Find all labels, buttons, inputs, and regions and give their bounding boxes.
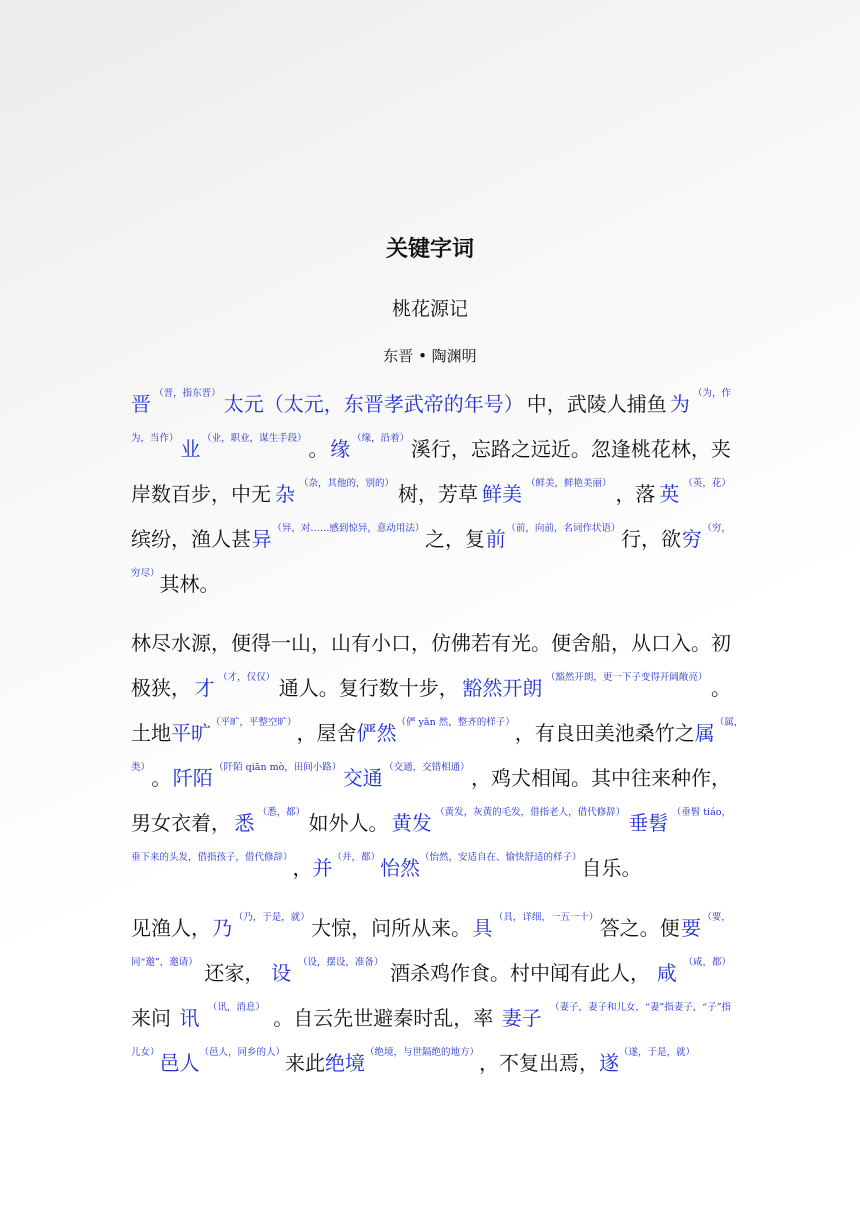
annotation-note: （并，都） <box>332 852 381 863</box>
text-segment: 酒杀鸡作食。村中闻有此人， <box>390 961 651 985</box>
text-segment: 来问 <box>131 1006 171 1030</box>
keyword: 鲜美 <box>481 482 522 506</box>
annotation-note: 垂下来的头发，借指孩子，借代修辞） <box>131 852 293 863</box>
annotation-note: （讯，消息） <box>207 1002 265 1013</box>
text-line <box>131 562 731 607</box>
annotation-note: （鲜美，鲜艳美丽） <box>525 478 612 489</box>
annotation-note: 儿女） <box>131 1047 160 1058</box>
annotation-note: 穷尽） <box>131 568 160 579</box>
annotation-note: （妻子，妻子和儿女，“妻”指妻子，“子”指 <box>550 1002 731 1013</box>
keyword: 缘 <box>330 437 351 461</box>
text-segment: 自乐。 <box>581 856 642 880</box>
text-line <box>131 711 744 756</box>
text-segment: 之，复 <box>425 527 486 551</box>
annotation-note: （悉，都） <box>257 807 306 818</box>
keyword: 业 <box>180 437 201 461</box>
text-segment: 。 <box>308 437 329 461</box>
text-segment: 土地 <box>131 721 171 745</box>
keyword: 并 <box>312 856 333 880</box>
keyword: 晋 <box>131 392 151 416</box>
annotation-note: （具，详细，一五一十） <box>493 912 599 923</box>
annotation-note: （要， <box>702 912 731 923</box>
keyword: 太元（太元，东晋孝武帝的年号） <box>223 392 524 416</box>
text-segment: 极狭， <box>131 676 191 700</box>
annotation-note: 同“邀”，邀请） <box>131 957 198 968</box>
annotation-note: （遂，于是，就） <box>619 1047 696 1058</box>
page-heading: 关键字词 <box>385 236 474 262</box>
annotation-note: （晋，指东晋） <box>154 388 221 399</box>
text-segment: 来此 <box>285 1051 326 1075</box>
keyword: 平旷 <box>171 721 211 745</box>
text-segment: ，屋舍 <box>296 721 357 745</box>
keyword: 穷 <box>681 527 702 551</box>
keyword: 俨然 <box>356 721 397 745</box>
annotation-note: （业，职业，谋生手段） <box>202 433 307 444</box>
paragraph-1 <box>131 382 731 607</box>
text-segment: 中，武陵人捕鱼 <box>526 392 667 416</box>
annotation-note: 为，当作） <box>131 433 179 444</box>
keyword: 才 <box>194 676 215 700</box>
text-segment: 树，芳草 <box>397 482 478 506</box>
text-segment: 还家， <box>204 961 265 985</box>
text-segment: ，不复出焉， <box>479 1051 600 1075</box>
annotation-note: （才，仅仅） <box>218 672 276 683</box>
annotation-note: （前，向前，名词作状语） <box>506 523 621 534</box>
annotation-note: （设，摆设，准备） <box>297 957 384 968</box>
keyword: 异 <box>251 527 272 551</box>
text-segment: 其林。 <box>159 572 220 596</box>
keyword: 杂 <box>274 482 295 506</box>
keyword: 豁然开朗 <box>462 676 543 700</box>
annotation-note: （杂，其他的，别的） <box>298 478 394 489</box>
text-segment: 缤纷，渔人甚 <box>131 527 251 551</box>
text-line <box>131 427 731 472</box>
keyword: 交通 <box>342 766 383 790</box>
annotation-note: （穷， <box>702 523 731 534</box>
annotation-note: （豁然开朗，更一下子变得开阔敞亮） <box>545 672 708 683</box>
text-segment: 林尽水源，便得一山，山有小口，仿佛若有光。便舍船，从口入。初 <box>131 631 731 655</box>
text-segment: 答之。便 <box>599 916 680 940</box>
paragraph-3 <box>131 906 731 1086</box>
text-line <box>131 621 731 666</box>
text-line <box>131 472 731 517</box>
text-line <box>131 517 731 562</box>
text-line <box>131 1041 731 1086</box>
text-line <box>131 756 731 801</box>
keyword: 属 <box>694 721 715 745</box>
annotation-note: （平旷，平整空旷） <box>211 717 297 728</box>
keyword: 垂髫 <box>628 811 669 835</box>
text-segment: 男女衣着， <box>131 811 231 835</box>
text-segment: ， <box>292 856 313 880</box>
text-line <box>131 666 731 711</box>
keyword: 讯 <box>179 1006 200 1030</box>
keyword: 英 <box>659 482 680 506</box>
annotation-note: （咸，都） <box>683 957 731 968</box>
text-segment: 。 <box>711 676 731 700</box>
poem-title: 桃花源记 <box>391 298 468 320</box>
text-segment: 见渔人， <box>131 916 211 940</box>
keyword: 咸 <box>656 961 677 985</box>
keyword: 为 <box>669 392 690 416</box>
annotation-note: （怡然，安适自在、愉快舒适的样子） <box>420 852 582 863</box>
annotation-note: （缘，沿着） <box>352 433 410 444</box>
annotation-note: （异，对……感到惊异，意动用法） <box>272 523 425 534</box>
text-segment: 行，欲 <box>621 527 682 551</box>
text-segment: ，落 <box>615 482 656 506</box>
annotation-note: （黄发，灰黄的毛发，借指老人，借代修辞） <box>435 807 626 818</box>
keyword: 绝境 <box>325 1051 366 1075</box>
text-segment: 溪行，忘路之远近。忽逢桃花林，夹 <box>410 437 731 461</box>
annotation-note: （属， <box>714 717 744 728</box>
keyword: 阡陌 <box>172 766 213 790</box>
text-line <box>131 906 731 951</box>
keyword: 悉 <box>234 811 255 835</box>
text-line <box>131 846 731 891</box>
text-segment: 岸数百步，中无 <box>131 482 271 506</box>
paragraph-2 <box>131 621 744 891</box>
keyword: 要 <box>681 916 702 940</box>
keyword: 怡然 <box>380 856 421 880</box>
text-line <box>131 382 731 427</box>
text-segment: ，有良田美池桑竹之 <box>514 721 695 745</box>
poem-author: 东晋 • 陶渊明 <box>383 347 477 365</box>
annotation-note: （为，作 <box>692 388 731 399</box>
keyword: 前 <box>485 527 506 551</box>
keyword: 黄发 <box>391 811 432 835</box>
keyword: 乃 <box>212 916 233 940</box>
text-segment: 。 <box>151 766 172 790</box>
text-segment: 通人。复行数十步， <box>278 676 459 700</box>
text-line <box>131 996 731 1041</box>
annotation-note: （垂髫 tiáo， <box>671 807 731 818</box>
annotation-note: （邑人，同乡的人） <box>199 1047 286 1058</box>
annotation-note: （乃，于是，就） <box>233 912 310 923</box>
text-line <box>131 951 731 996</box>
annotation-note: （俨 yǎn 然，整齐的样子） <box>396 717 515 728</box>
annotation-note: （英，花） <box>683 478 731 489</box>
keyword: 设 <box>271 961 292 985</box>
keyword: 邑人 <box>159 1051 200 1075</box>
annotation-note: 类） <box>131 762 151 773</box>
text-segment: 大惊，问所从来。 <box>311 916 472 940</box>
annotation-note: （绝境，与世隔绝的地方） <box>365 1047 480 1058</box>
text-line <box>131 801 731 846</box>
annotation-note: （交通，交错相通） <box>384 762 470 773</box>
annotation-note: （阡陌 qiān mò，田间小路） <box>214 762 342 773</box>
keyword: 具 <box>472 916 493 940</box>
keyword: 遂 <box>599 1051 620 1075</box>
keyword: 妻子 <box>501 1006 542 1030</box>
text-segment: 。自云先世避秦时乱，率 <box>273 1006 494 1030</box>
text-segment: 如外人。 <box>308 811 389 835</box>
text-segment: ，鸡犬相闻。其中往来种作， <box>470 766 731 790</box>
